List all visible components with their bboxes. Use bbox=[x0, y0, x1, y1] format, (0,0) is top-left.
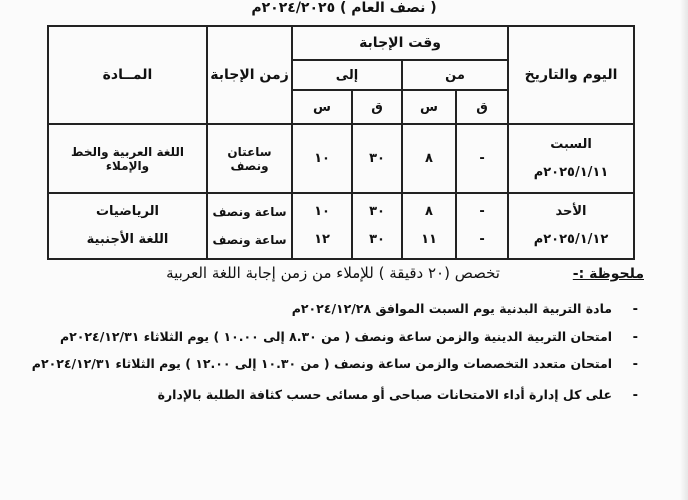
header-from-hour: س bbox=[402, 90, 456, 124]
subject-cell: الرياضيات اللغة الأجنبية bbox=[48, 193, 207, 259]
note-item: مادة التربية البدنية يوم السبت الموافق ٢٠٢٤/١٢/٢٨م bbox=[291, 301, 612, 316]
duration-cell: ساعة ونصف ساعة ونصف bbox=[207, 193, 292, 259]
exam-schedule-table bbox=[47, 25, 635, 260]
from-hour-cell: ٨ bbox=[402, 124, 456, 193]
from-hour-cell: ٨ ١١ bbox=[402, 193, 456, 259]
bullet-dash: - bbox=[632, 388, 638, 403]
header-from: من bbox=[402, 60, 508, 90]
header-day-date: اليوم والتاريخ bbox=[508, 26, 634, 124]
from-minute-cell: - - bbox=[456, 193, 508, 259]
note-item: امتحان متعدد التخصصات والزمن ساعة ونصف ( من ١٠.٣٠ إلى ١٢.٠٠ ) يوم الثلاثاء ٢٠٢٤/١٢/٣١م bbox=[31, 356, 612, 371]
header-to: إلى bbox=[292, 60, 402, 90]
bullet-dash: - bbox=[632, 330, 638, 345]
day-name: الأحد bbox=[555, 204, 587, 219]
bullet-dash: - bbox=[632, 357, 638, 372]
notes-label: ملحوظة :- bbox=[572, 266, 644, 282]
date: ٢٠٢٥/١/١١م bbox=[533, 164, 609, 180]
header-to-hour: س bbox=[292, 90, 352, 124]
to-minute-cell: ٣٠ bbox=[352, 124, 402, 193]
day-date-cell bbox=[508, 193, 634, 259]
from-minute-cell: - bbox=[456, 124, 508, 193]
table-row bbox=[48, 124, 634, 193]
table-row bbox=[48, 193, 634, 259]
note-item: امتحان التربية الدينية والزمن ساعة ونصف ( من ٨.٣٠ إلى ١٠.٠٠ ) يوم الثلاثاء ٢٠٢٤/١٢/٣١م bbox=[60, 329, 612, 344]
header-answer-time: وقت الإجابة bbox=[292, 26, 508, 60]
subject-cell: اللغة العربية والخط والإملاء bbox=[48, 124, 207, 193]
page-title: ( نصف العام ) ٢٠٢٤/٢٠٢٥م bbox=[251, 0, 437, 16]
to-hour-cell: ١٠ bbox=[292, 124, 352, 193]
day-date-cell bbox=[508, 124, 634, 193]
header-subject: المــادة bbox=[48, 26, 207, 124]
header-to-minute: ق bbox=[352, 90, 402, 124]
day-name: السبت bbox=[550, 136, 592, 152]
notes-highlight: تخصص (٢٠ دقيقة ) للإملاء من زمن إجابة اللغة العربية bbox=[166, 264, 500, 282]
header-duration: زمن الإجابة bbox=[207, 26, 292, 124]
note-item: على كل إدارة أداء الامتحانات صباحى أو مسائى حسب كثافة الطلبة بالإدارة bbox=[157, 387, 612, 402]
date: ٢٠٢٥/١/١٢م bbox=[533, 232, 609, 247]
header-from-minute: ق bbox=[456, 90, 508, 124]
duration-cell: ساعتان ونصف bbox=[207, 124, 292, 193]
to-minute-cell: ٣٠ ٣٠ bbox=[352, 193, 402, 259]
bullet-dash: - bbox=[632, 302, 638, 317]
to-hour-cell: ١٠ ١٢ bbox=[292, 193, 352, 259]
page-edge-shadow bbox=[680, 0, 688, 500]
